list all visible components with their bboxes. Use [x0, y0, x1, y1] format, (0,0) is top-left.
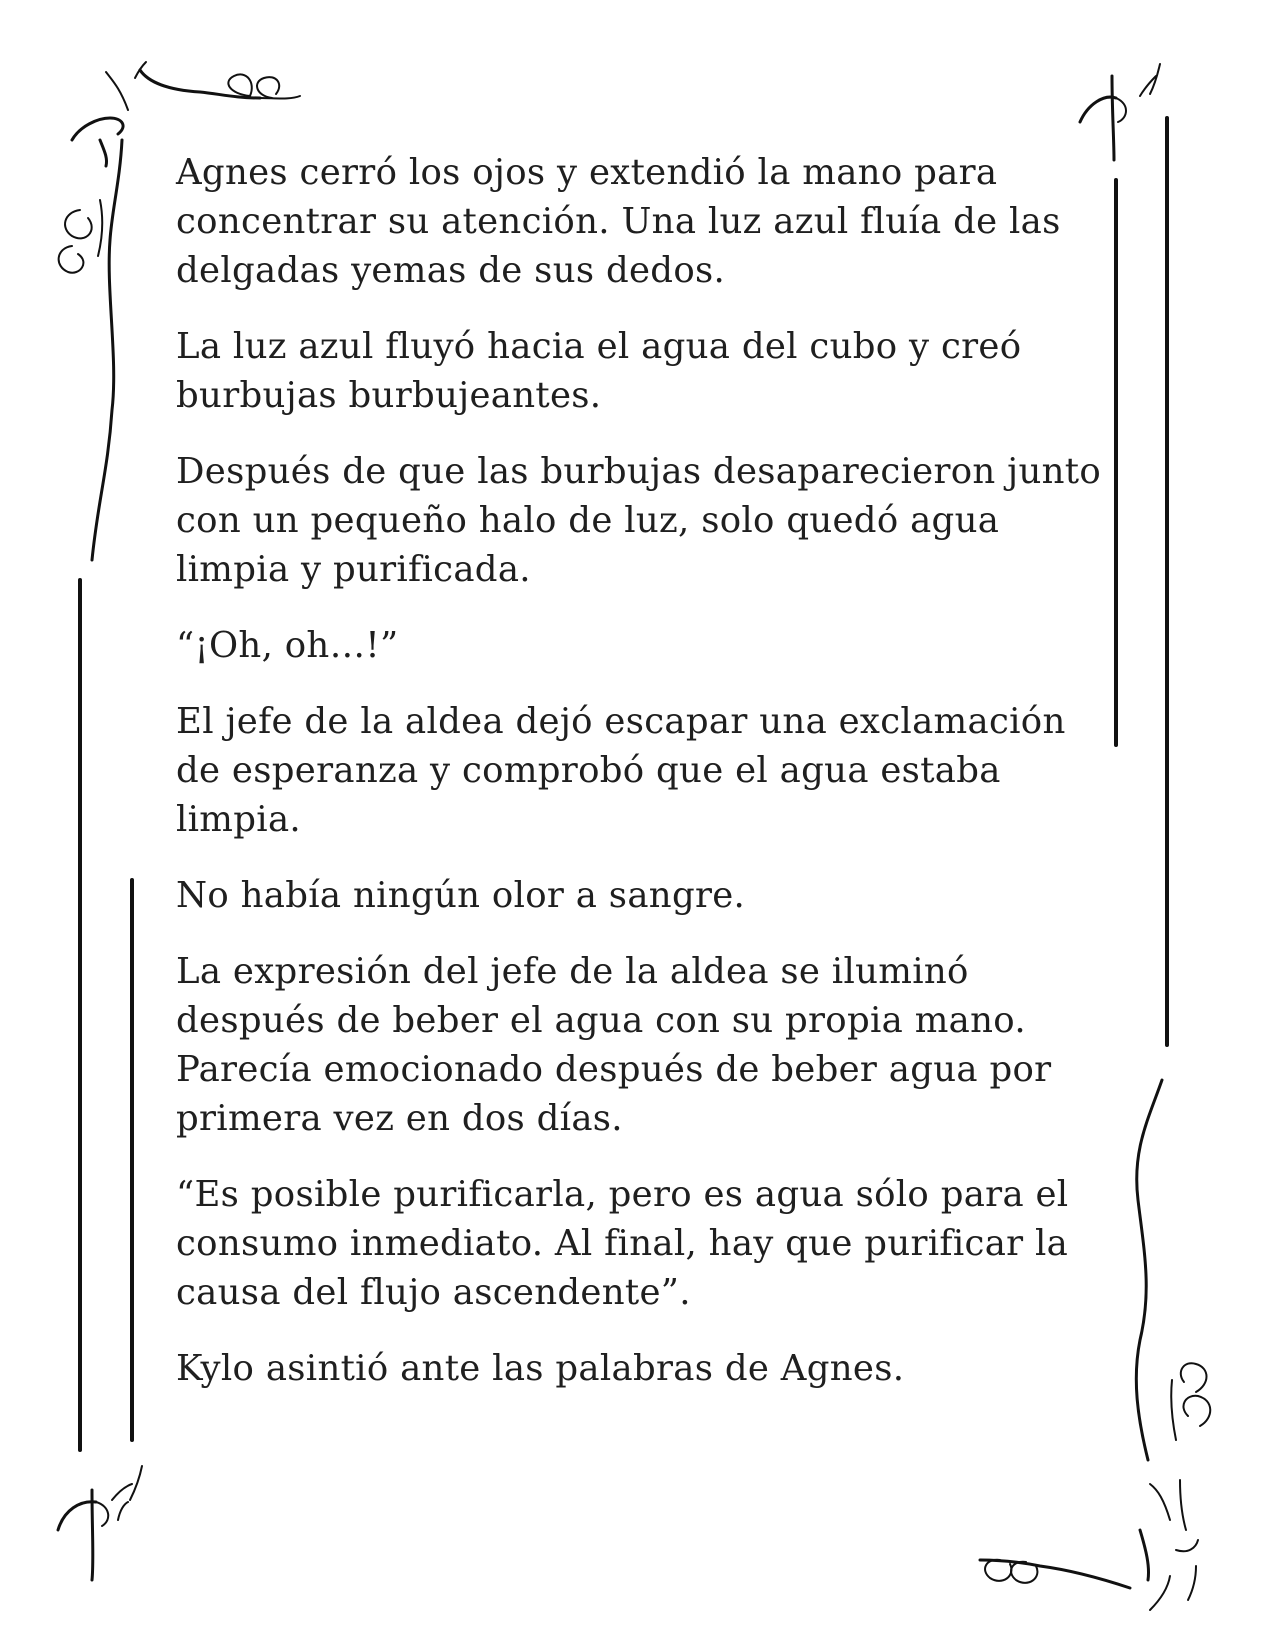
paragraph: Kylo asintió ante las palabras de Agnes. — [176, 1348, 905, 1389]
paragraph: La expresión del jefe de la aldea se iluminó después de beber el agua con su propia mano. Parecía emocionado después de beber agua por primera vez en dos días. — [176, 951, 1052, 1139]
story-text — [176, 148, 1106, 1420]
paragraph: “Es posible purificarla, pero es agua sólo para el consumo inmediato. Al final, hay que purificar la causa del flujo ascendente”. — [176, 1174, 1069, 1313]
top-right-corner-ornament — [1080, 64, 1160, 160]
paragraph: “¡Oh, oh…!” — [176, 625, 399, 666]
paragraph: Después de que las burbujas desaparecieron junto con un pequeño halo de luz, solo quedó agua limpia y purificada. — [176, 451, 1102, 590]
paragraph: La luz azul fluyó hacia el agua del cubo y creó burbujas burbujeantes. — [176, 326, 1022, 416]
paragraph: El jefe de la aldea dejó escapar una exclamación de esperanza y comprobó que el agua estaba limpia. — [176, 701, 1066, 840]
bottom-left-corner-ornament — [58, 1466, 142, 1580]
paragraph: Agnes cerró los ojos y extendió la mano para concentrar su atención. Una luz azul fluía de las delgadas yemas de sus dedos. — [176, 152, 1061, 291]
paragraph: No había ningún olor a sangre. — [176, 875, 746, 916]
